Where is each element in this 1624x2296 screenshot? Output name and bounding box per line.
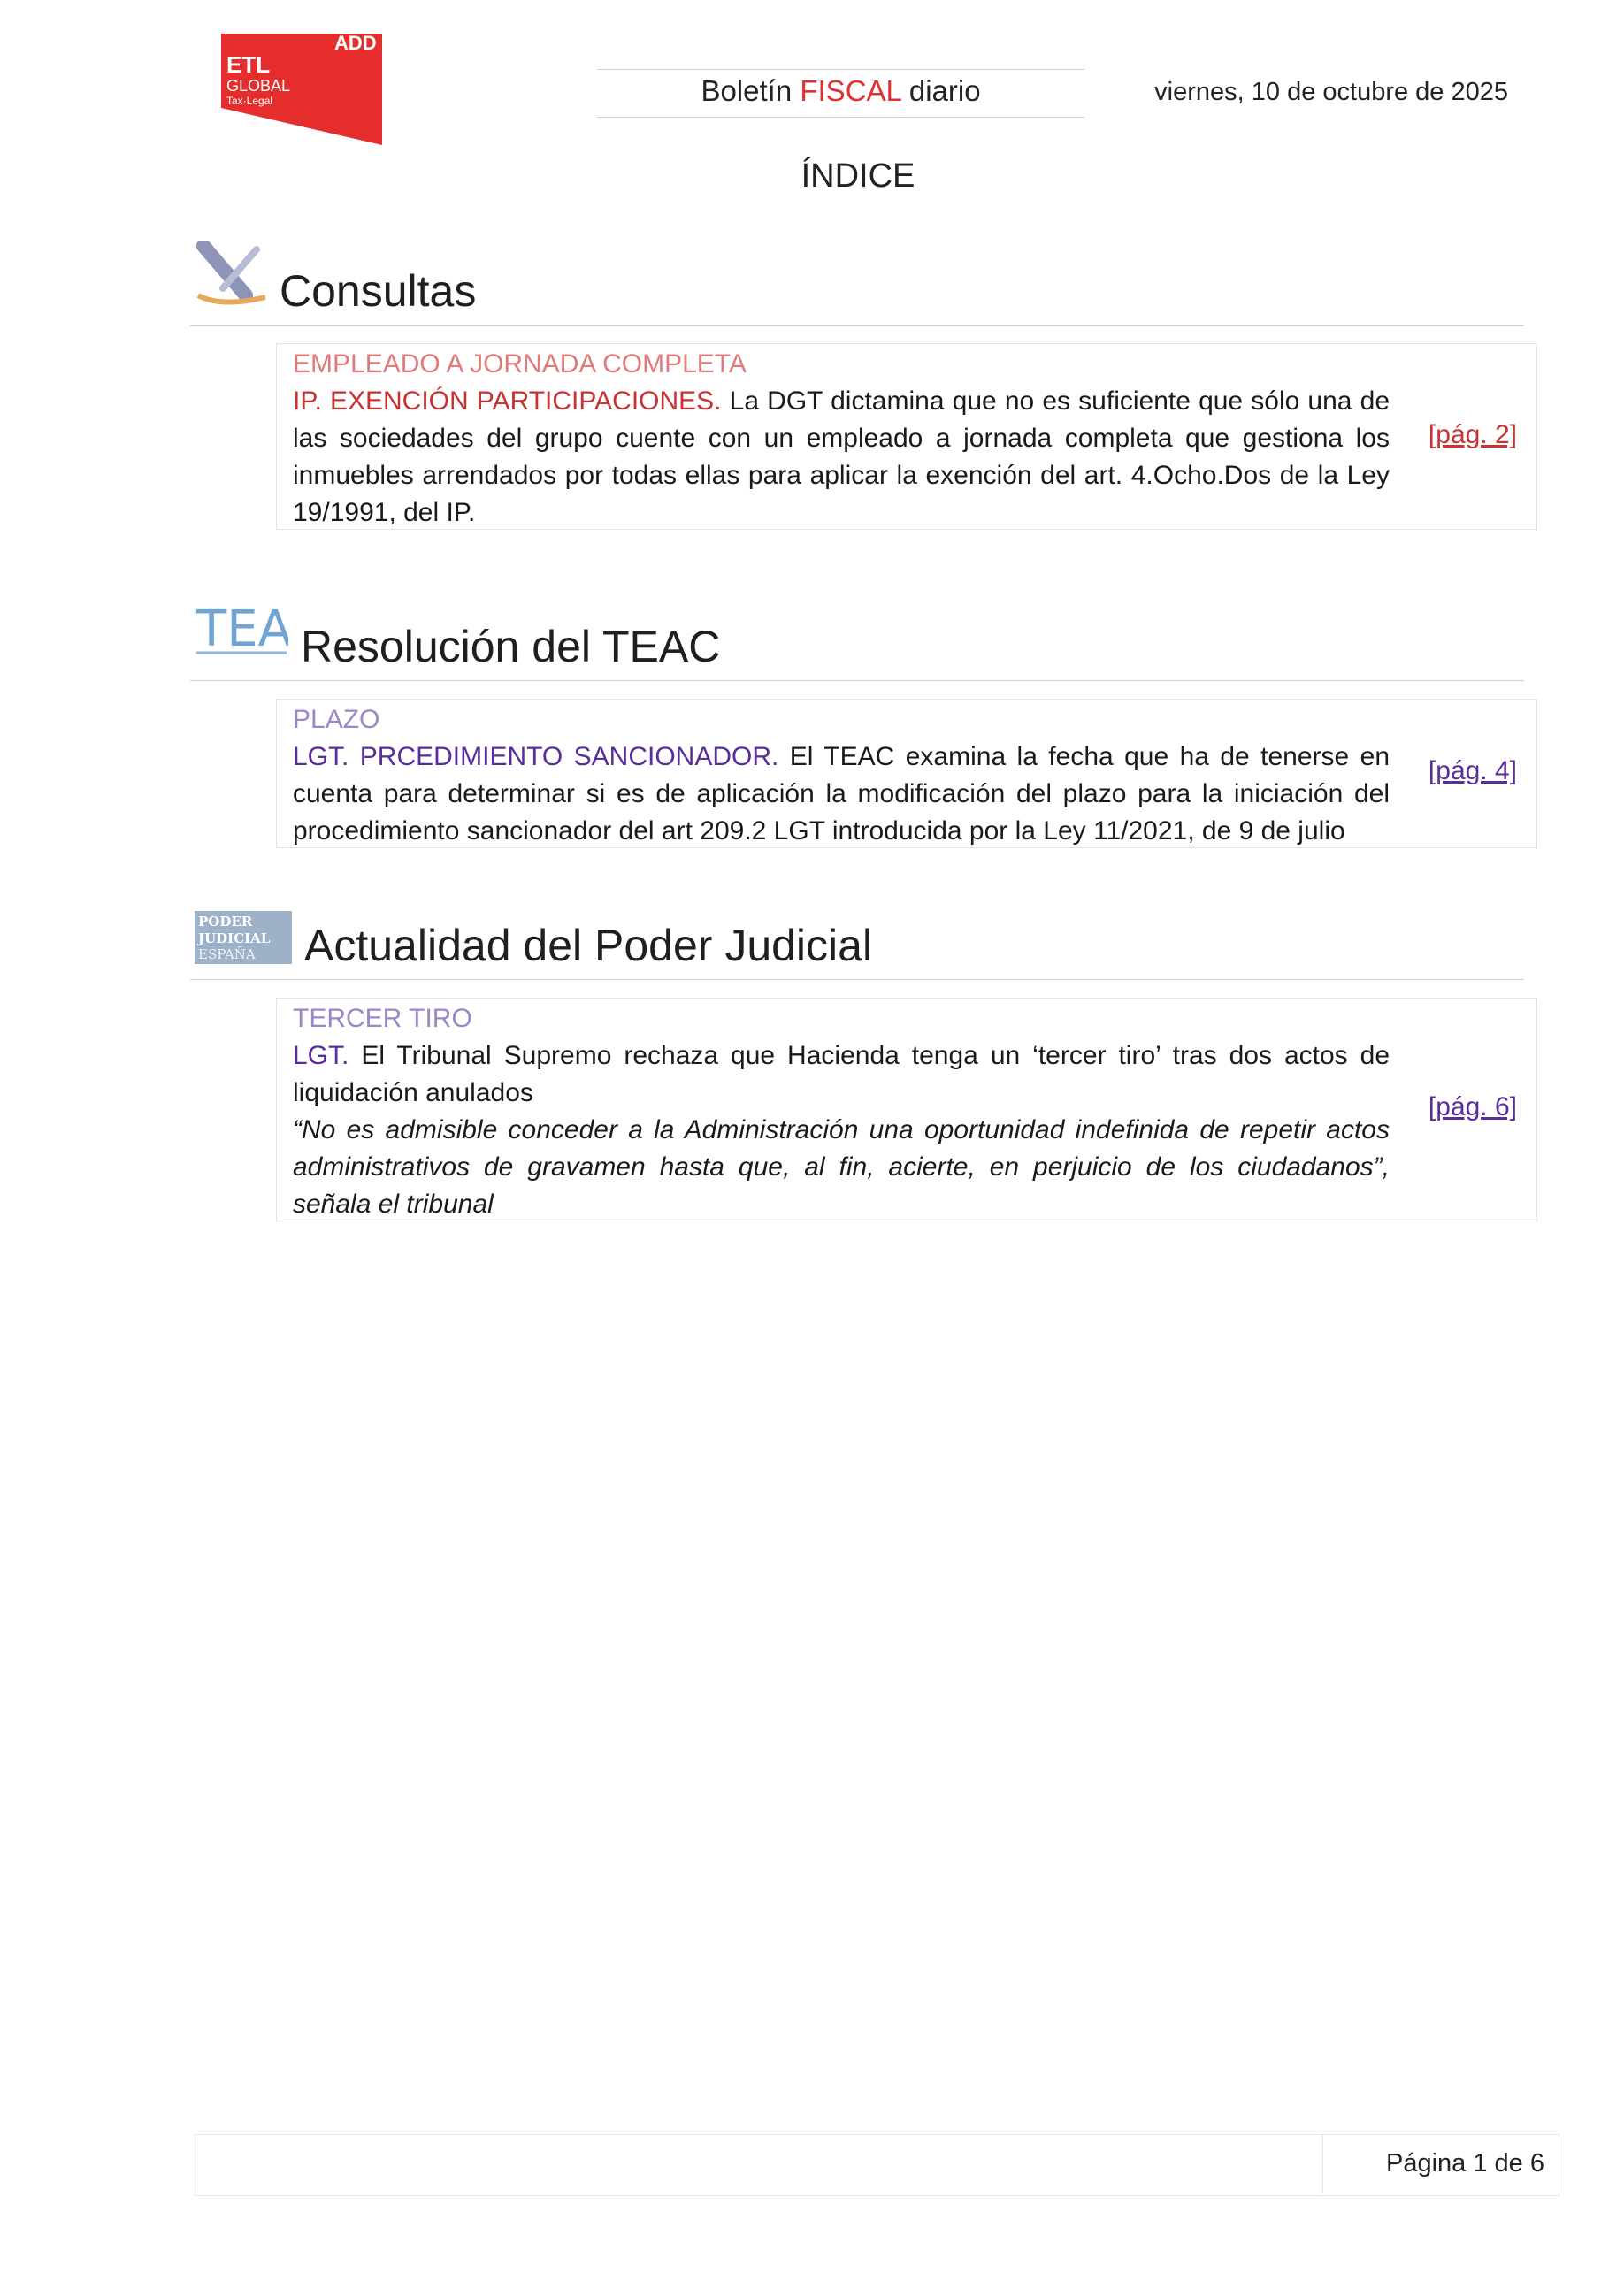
page-link[interactable]: [pág. 2] (1428, 420, 1517, 449)
section-title-teac: Resolución del TEAC (301, 622, 721, 671)
page-footer (195, 2134, 1559, 2196)
page-link[interactable]: [pág. 6] (1428, 1092, 1517, 1121)
summary-quote: “No es admisible conceder a la Administración una oportunidad indefinida de repetir actos administrativos de gravamen hasta que, al fin, acierte, en perjuicio de los ciudadanos”, señala el tribunal (293, 1115, 1390, 1219)
section-title-consultas: Consultas (280, 266, 477, 316)
summary-text (293, 1000, 1390, 1223)
section-rule (190, 680, 1524, 681)
summary-box (276, 699, 1537, 848)
agencia-tributaria-icon (195, 241, 267, 312)
summary-body: La DGT dictamina que no es suficiente que sólo una de las sociedades del grupo cuente con un empleado a jornada completa que gestiona los inmuebles arrendados por todas ellas para aplicar la exención del art. 4.Ocho.Dos de la Ley 19/1991, del IP. (293, 386, 1390, 527)
summary-lead: LGT. (293, 1041, 349, 1070)
summary-topic: TERCER TIRO (293, 1004, 472, 1033)
svg-text:JUDICIAL: JUDICIAL (198, 930, 271, 946)
section-rule (190, 979, 1524, 980)
summary-topic: PLAZO (293, 705, 380, 734)
summary-body: El TEAC examina la fecha que ha de tenerse en cuenta para determinar si es de aplicación la modificación del plazo para la iniciación del procedimiento sancionador del art 209.2 LGT introducida por la Ley 11/2021, de 9 de julio (293, 742, 1390, 846)
header-rule-bottom (597, 117, 1084, 118)
logo-tagline-text: Tax·Legal (226, 95, 273, 107)
bulletin-title: Boletín FISCAL diario (701, 74, 981, 107)
svg-text:TEA: TEA (196, 601, 288, 658)
section-rule (190, 325, 1524, 326)
poder-judicial-icon (195, 911, 292, 968)
page-link[interactable]: [pág. 4] (1428, 756, 1517, 785)
page-number: Página 1 de 6 (1386, 2149, 1544, 2177)
logo-subbrand-text: GLOBAL (226, 77, 291, 95)
summary-box (276, 343, 1537, 530)
section-title-poder-judicial: Actualidad del Poder Judicial (304, 921, 873, 970)
etl-global-logo (221, 34, 382, 145)
svg-text:PODER: PODER (198, 914, 253, 930)
summary-text (293, 701, 1390, 850)
logo-brand-text: ETL (226, 51, 271, 78)
footer-divider (1322, 2135, 1323, 2194)
summary-topic: EMPLEADO A JORNADA COMPLETA (293, 349, 747, 379)
summary-box (276, 998, 1537, 1221)
tea-logo-icon (195, 601, 288, 664)
logo-add-text: ADD (334, 34, 377, 54)
bulletin-date: viernes, 10 de octubre de 2025 (1154, 78, 1508, 106)
bulletin-highlight: FISCAL (800, 74, 901, 107)
summary-body: El Tribunal Supremo rechaza que Hacienda tenga un ‘tercer tiro’ tras dos actos de liquidación anulados (293, 1041, 1390, 1107)
index-title: ÍNDICE (801, 157, 915, 195)
header-rule-top (597, 69, 1084, 70)
summary-lead: IP. EXENCIÓN PARTICIPACIONES. (293, 386, 722, 416)
summary-text (293, 346, 1390, 532)
summary-lead: LGT. PRCEDIMIENTO SANCIONADOR. (293, 742, 779, 771)
svg-text:ESPAÑA: ESPAÑA (198, 946, 256, 962)
